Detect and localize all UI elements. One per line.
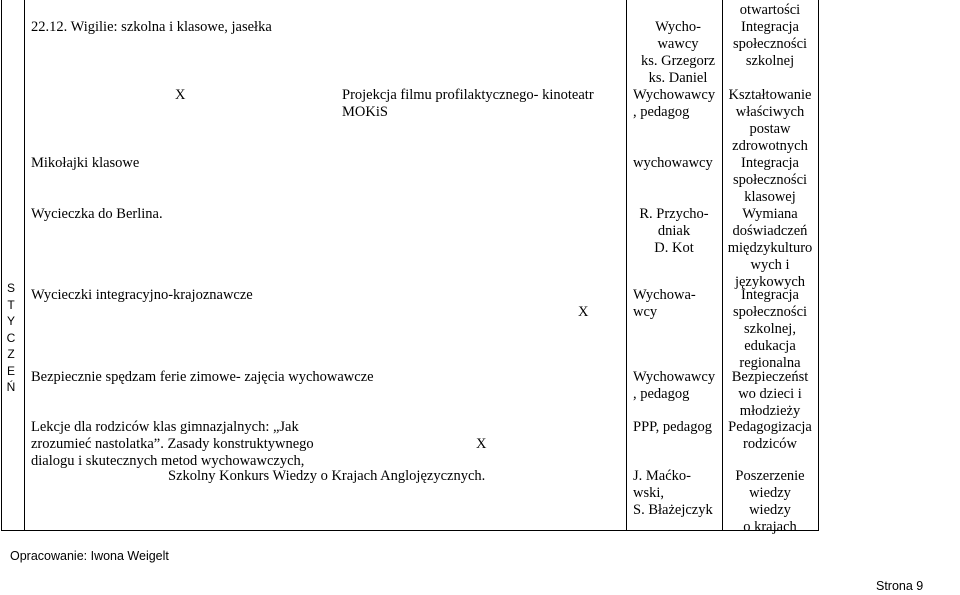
who-cell: wychowawcy bbox=[633, 155, 713, 171]
event-cell: Lekcje dla rodziców klas gimnazjalnych: „Jak zrozumieć nastolatka”. Zasady konstruktywnego dialogu i skutecznych metod wychowawczych, bbox=[31, 419, 314, 469]
event-cell: Wycieczki integracyjno-krajoznawcze bbox=[31, 287, 253, 303]
event-cell: Bezpiecznie spędzam ferie zimowe- zajęcia wychowawcze bbox=[31, 369, 374, 385]
goal-cell: Kształtowanie właściwych postaw zdrowotnych bbox=[728, 87, 812, 154]
event-cell: Mikołajki klasowe bbox=[31, 155, 140, 171]
goal-cell: Wymiana doświadczeń międzykulturo wych i językowych bbox=[727, 206, 813, 290]
goal-fragment: otwartości bbox=[739, 2, 801, 18]
table-border-right bbox=[818, 0, 819, 530]
event-cell: Szkolny Konkurs Wiedzy o Krajach Anglojęzycznych. bbox=[168, 468, 486, 484]
mark-cell: X bbox=[175, 87, 186, 103]
table-border-bottom bbox=[1, 530, 819, 531]
who-cell: Wychowa- wcy bbox=[633, 287, 696, 320]
mark-cell: X bbox=[578, 304, 589, 320]
who-cell: J. Maćko- wski, S. Błażejczyk bbox=[633, 468, 713, 518]
who-cell: Wychowawcy , pedagog bbox=[633, 87, 716, 120]
goal-cell: Poszerzenie wiedzy wiedzy o krajach bbox=[735, 468, 805, 535]
event-cell: Projekcja filmu profilaktycznego- kinoteatr MOKiS bbox=[342, 87, 594, 120]
goal-cell: Pedagogizacja rodziców bbox=[728, 419, 812, 452]
mark-cell: X bbox=[476, 436, 487, 452]
page-number: Strona 9 bbox=[876, 579, 924, 593]
table-border-left bbox=[1, 0, 2, 530]
goal-cell: Integracja społeczności szkolnej, edukacja regionalna bbox=[732, 287, 808, 371]
goal-cell: Integracja społeczności klasowej bbox=[732, 155, 808, 205]
month-label: S T Y C Z E Ń bbox=[6, 281, 16, 394]
who-cell: PPP, pedagog bbox=[633, 419, 712, 435]
goal-cell: Bezpieczeńst wo dzieci i młodzieży bbox=[731, 369, 809, 419]
table-border-month bbox=[24, 0, 25, 530]
author-footer: Opracowanie: Iwona Weigelt bbox=[10, 549, 169, 563]
who-cell: Wychowawcy , pedagog bbox=[633, 369, 716, 402]
event-cell: Wycieczka do Berlina. bbox=[31, 206, 163, 222]
event-cell: 22.12. Wigilie: szkolna i klasowe, jasełka bbox=[31, 19, 272, 35]
who-cell: R. Przycho- dniak D. Kot bbox=[639, 206, 709, 256]
who-cell: Wycho- wawcy ks. Grzegorz ks. Daniel bbox=[640, 19, 716, 86]
goal-cell: Integracja społeczności szkolnej bbox=[732, 19, 808, 69]
table-border-who bbox=[626, 0, 627, 530]
